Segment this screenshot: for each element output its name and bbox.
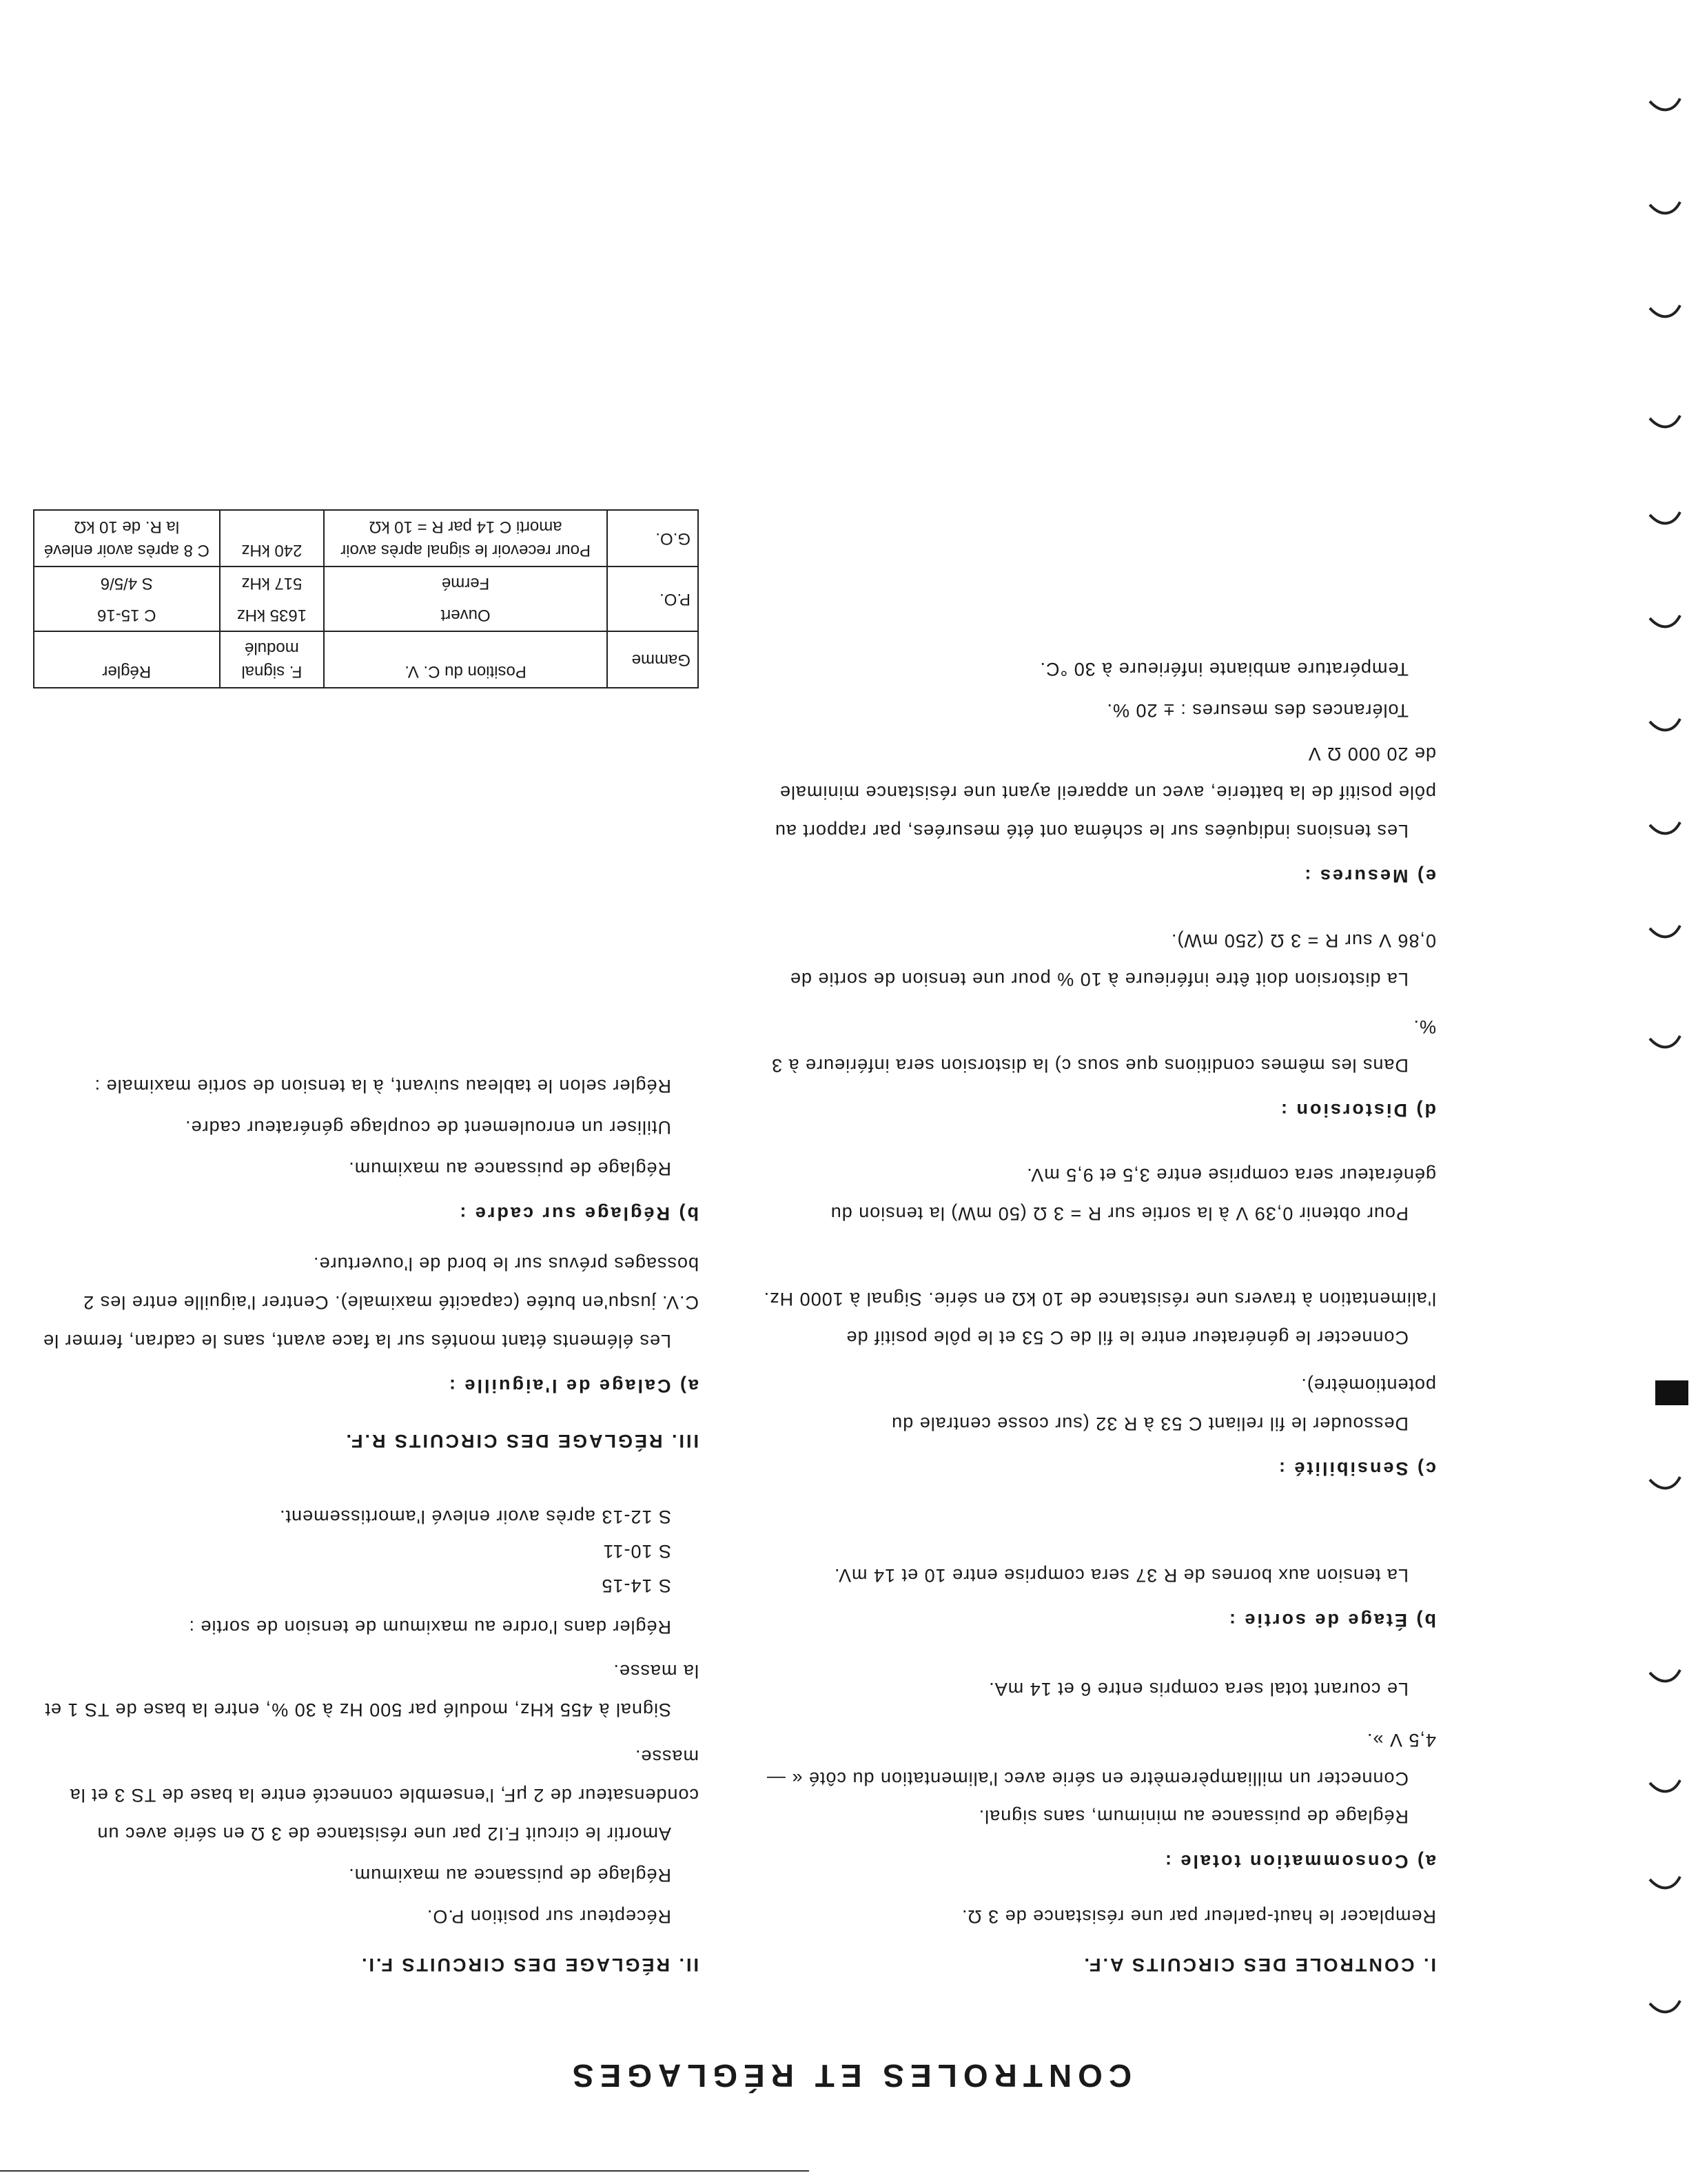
paragraph: La distorsion doit être inférieure à 10 % pour une tension de sortie de 0,86 V sur R = 3 Ω (250 mW). [789,930,1436,990]
list-item: S 10-11 [602,1541,671,1562]
table-cell: C 15-16 [34,599,220,631]
table-cell: 517 kHz [220,567,325,599]
list-item: S 12-13 après avoir enlevé l'amortissement. [279,1507,671,1527]
paragraph: Pour obtenir 0,39 V à la sortie sur R = 3 Ω (50 mW) la tension du générateur sera comprise entre 3,5 et 9,5 mV. [830,1165,1436,1224]
paragraph: Température ambiante inférieure à 30 °C. [1039,659,1409,680]
binder-hole-icon [1647,819,1683,840]
paragraph: Les tensions indiquées sur le schéma ont été mesurées, par rapport au pôle positif de la batterie, avec un appareil ayant une résistance minimale de 20 000 Ω V [775,744,1436,841]
subsection-e-heading: e) Mesures : [1302,866,1436,886]
section-1-intro: Remplacer le haut-parleur par une résistance de 3 Ω. [961,1906,1436,1927]
margin-mark [1655,1380,1688,1405]
table-cell: Ouvert [324,599,607,631]
page-edge-rule [0,2170,809,2172]
binder-hole-icon [1647,1474,1683,1495]
paragraph: Réglage de puissance au maximum. [348,1159,671,1179]
subsection-b-heading: b) Étage de sortie : [1227,1610,1436,1631]
table-cell: G.O. [607,510,698,567]
table-row [34,567,698,599]
table-cell: Fermé [324,567,607,599]
paragraph: Signal à 455 kHz, modulé par 500 Hz à 30 %, entre la base de TS 1 et la masse. [44,1661,699,1720]
paragraph: Tolérances des mesures : ± 20 %. [1106,700,1409,721]
subsection-a-heading: a) Calage de l'aiguille : [447,1376,699,1396]
paragraph: Réglage de puissance au minimum, sans signal. [978,1806,1409,1827]
paragraph: Récepteur sur position P.O. [426,1906,671,1927]
binder-hole-icon [1647,1998,1683,2019]
paragraph: Amortir le circuit F.I2 par une résistance de 3 Ω en série avec un condensateur de 2 μF, l'ensemble connecté entre la base de TS 3 et la masse. [69,1746,699,1844]
table-header: F. signal modulé [220,631,325,688]
binder-hole-icon [1647,303,1683,323]
paragraph: Dans les mêmes conditions que sous c) la distorsion sera inférieure à 3 %. [771,1017,1436,1076]
paragraph: Régler dans l'ordre au maximum de tension de sortie : [188,1617,671,1637]
binder-hole-icon [1647,509,1683,530]
binder-hole-icon [1647,413,1683,433]
paragraph: Régler selon le tableau suivant, à la tension de sortie maximale : [94,1076,671,1096]
rf-alignment-table [33,509,699,688]
table-row [34,510,698,567]
table-header: Gamme [607,631,698,688]
section-2-heading: II. RÉGLAGE DES CIRCUITS F.I. [359,1955,699,1975]
table-cell: S 4/5/6 [34,567,220,599]
binder-hole-icon [1647,1667,1683,1688]
paragraph: Utiliser un enroulement de couplage générateur cadre. [185,1117,671,1138]
paragraph: Connecter un milliampèremètre en série avec l'alimentation du côté « — 4,5 V ». [766,1730,1436,1789]
table-header: Régler [34,631,220,688]
section-1-heading: I. CONTROLE DES CIRCUITS A.F. [1082,1955,1436,1975]
list-item: S 14-15 [601,1575,671,1596]
subsection-a-heading: a) Consommation totale : [1163,1851,1436,1872]
table-cell: Pour recevoir le signal après avoir amorti C 14 par R = 10 kΩ [324,510,607,567]
binder-hole-icon [1647,1777,1683,1798]
paragraph: Réglage de puissance au maximum. [348,1865,671,1886]
paragraph: Dessouder le fil reliant C 53 à R 32 (sur cosse centrale du potentiomètre). [891,1375,1436,1434]
table-row [34,599,698,631]
subsection-c-heading: c) Sensibilité : [1276,1458,1436,1479]
table-cell: 240 kHz [220,510,325,567]
binder-hole-icon [1647,1874,1683,1895]
table-header-row [34,631,698,688]
paragraph: Le courant total sera compris entre 6 et 14 mA. [988,1679,1409,1700]
binder-hole-icon [1647,613,1683,633]
subsection-d-heading: d) Distorsion : [1279,1100,1436,1121]
table-cell: 1635 kHz [220,599,325,631]
table-header: Position du C. V. [324,631,607,688]
binder-hole-icon [1647,96,1683,116]
binder-hole-icon [1647,716,1683,737]
paragraph: La tension aux bornes de R 37 sera comprise entre 10 et 14 mV. [834,1565,1409,1586]
table-cell: P.O. [607,567,698,631]
binder-hole-icon [1647,923,1683,943]
binder-hole-icon [1647,199,1683,220]
table-cell: C 8 après avoir enlevé la R. de 10 kΩ [34,510,220,567]
page-title: CONTROLES ET RÉGLAGES [566,2058,1132,2094]
subsection-b-heading: b) Réglage sur cadre : [458,1203,699,1224]
paragraph: Les éléments étant montés sur la face avant, sans le cadran, fermer le C.V. jusqu'en butée (capacité maximale). Centrer l'aiguille entre les 2 bossages prévus sur le bord de l'ouverture. [43,1254,699,1351]
paragraph: Connecter le générateur entre le fil de C 53 et le pôle positif de l'alimentation à travers une résistance de 10 kΩ en série. Signal à 1000 Hz. [763,1289,1436,1348]
section-3-heading: III. RÉGLAGE DES CIRCUITS R.F. [344,1431,699,1451]
binder-hole-icon [1647,1033,1683,1054]
